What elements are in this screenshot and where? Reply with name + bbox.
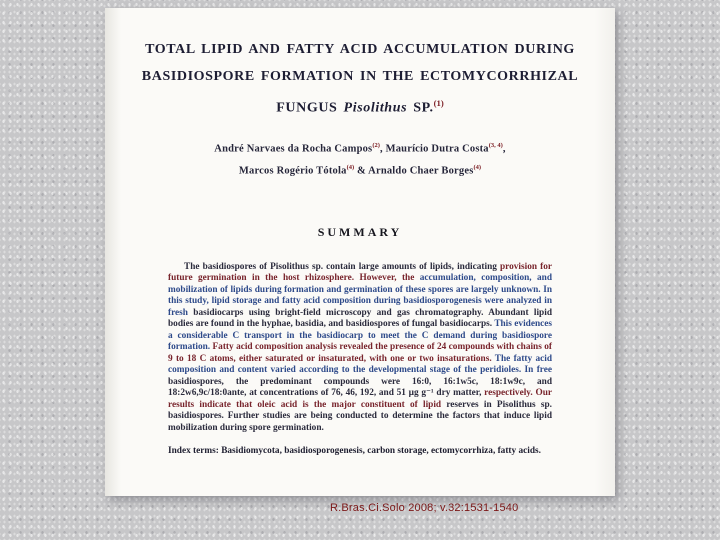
index-terms-list: Basidiomycota, basidiosporogenesis, carbon storage, ectomycorrhiza, fatty acids.: [218, 446, 541, 457]
summary-segment: The fatty acid composition and content varied according to the developmental stage of the peridioles. In free: [168, 353, 552, 376]
authors-block: [105, 136, 615, 181]
summary-segment: basidiospores, the predominant compounds were 16:0, 16:1w5c, 18:1w9c, and 18:2w6,9c/18:0ante, at concentrations of 76, 46, 192, and 51 µg g⁻¹ dry matter,: [168, 376, 552, 399]
author-name: , Maurício Dutra Costa: [379, 143, 489, 155]
title-line3-prefix: FUNGUS: [276, 100, 344, 116]
species-name: Pisolithus: [343, 100, 408, 116]
paper-title-line-3: [105, 90, 615, 122]
authors-line-2: [105, 158, 615, 181]
summary-segment: reserves in Pisolithus sp. basidiospores. Further studies are being conducted to determine the factors that induce lipid mobilization during spore germination.: [168, 399, 553, 433]
author-affiliation-marker: (2): [372, 141, 380, 149]
index-terms-label: Index terms:: [168, 446, 219, 457]
summary-segment: accumulation, composition, and mobilization of lipids during formation and germination of these spores are largely unknown. In this study, lipid storage and fatty acid composition during basidiosporogenesis were analyzed in fresh: [168, 273, 552, 318]
author-affiliation-marker: (4): [346, 164, 355, 172]
summary-segment: provision for future germination in the host rhizosphere. However, the: [168, 261, 552, 284]
scanned-paper-page: [105, 8, 615, 496]
author-affiliation-marker: (3, 4): [488, 141, 503, 149]
authors-separator: ,: [502, 143, 506, 155]
summary-heading: SUMMARY: [317, 224, 403, 239]
author-name: & Arnaldo Chaer Borges: [354, 165, 474, 177]
summary-segment: The basidiospores of Pisolithus sp. contain large amounts of lipids, indicating: [184, 261, 500, 272]
summary-segment: Fatty acid composition analysis revealed the presence of 24 compounds with chains of 9 to 18 C atoms, either saturated or insaturated, with one or two insaturations.: [168, 342, 552, 364]
author-affiliation-marker: (4): [473, 164, 482, 172]
summary-segment: basidiocarps using bright-field microscopy and gas chromatography. Abundant lipid bodies are found in the hyphae, basidia, and basidiospores of fungal basidiocarps.: [168, 307, 552, 330]
index-terms: [168, 446, 552, 458]
paper-title-line-2: BASIDIOSPORE FORMATION IN THE ECTOMYCORRHIZAL: [141, 69, 579, 84]
authors-line-1: [105, 136, 615, 159]
summary-paragraph: [168, 262, 552, 435]
paper-title-line-1: TOTAL LIPID AND FATTY ACID ACCUMULATION DURING: [145, 42, 575, 57]
title-footnote-marker: (1): [433, 98, 444, 108]
author-name: André Narvaes da Rocha Campos: [214, 143, 373, 155]
author-name: Marcos Rogério Tótola: [238, 165, 347, 177]
summary-segment: This evidences a considerable C transport in the basidiocarp to meet the C demand during basidiospore formation.: [168, 319, 552, 353]
title-line3-suffix: SP.: [407, 100, 434, 116]
summary-segment: respectively. Our results indicate that oleic acid is the major constituent of lipid: [168, 388, 552, 410]
journal-citation: R.Bras.Ci.Solo 2008; v.32:1531-1540: [330, 502, 519, 514]
paper-title: [105, 36, 615, 122]
